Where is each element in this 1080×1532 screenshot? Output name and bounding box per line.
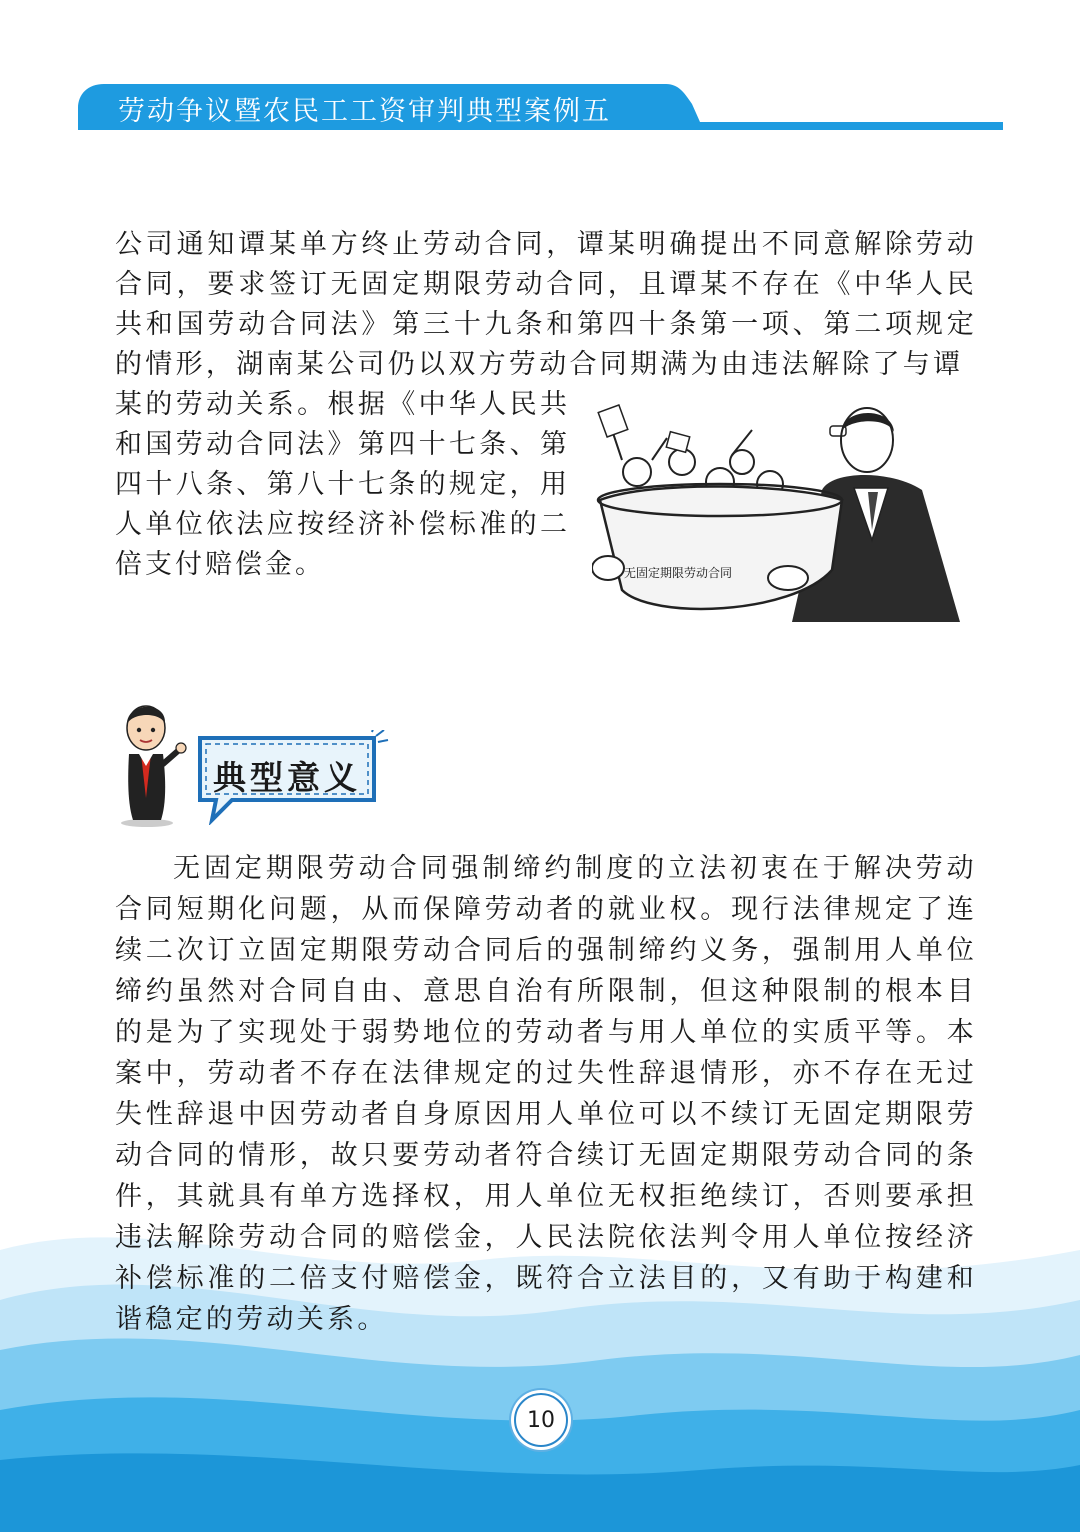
section-heading: 典型意义 (213, 758, 361, 797)
case-paragraph-wrapped: 某的劳动关系。根据《中华人民共和国劳动合同法》第四十七条、第四十八条、第八十七条的规定，用人单位依法应按经济补偿标准的二倍支付赔偿金。 (115, 389, 570, 580)
page-number: 10 (514, 1393, 568, 1447)
case-paragraph-top: 公司通知谭某单方终止劳动合同，谭某明确提出不同意解除劳动合同，要求签订无固定期限劳动合同，且谭某不存在《中华人民共和国劳动合同法》第三十九条和第四十条第一项、第二项规定的情形，湖南某公司仍以双方劳动合同期满为由违法解除了与谭 (115, 229, 977, 380)
case-text-top (115, 225, 977, 385)
illustration-label: 无固定期限劳动合同 (624, 566, 733, 580)
significance-text (115, 848, 977, 1340)
case-text-wrapped (115, 385, 570, 585)
header-banner (78, 84, 1003, 130)
significance-paragraph: 无固定期限劳动合同强制缔约制度的立法初衷在于解决劳动合同短期化问题，从而保障劳动者的就业权。现行法律规定了连续二次订立固定期限劳动合同后的强制缔约义务，强制用人单位缔约虽然对合同自由、意思自治有所限制，但这种限制的根本目的是为了实现处于弱势地位的劳动者与用人单位的实质平等。本案中，劳动者不存在法律规定的过失性辞退情形，亦不存在无过失性辞退中因劳动者自身原因用人单位可以不续订无固定期限劳动合同的情形，故只要劳动者符合续订无固定期限劳动合同的条件，其就具有单方选择权，用人单位无权拒绝续订，否则要承担违法解除劳动合同的赔偿金，人民法院依法判令用人单位按经济补偿标准的二倍支付赔偿金，既符合立法目的，又有助于构建和谐稳定的劳动关系。 (115, 853, 977, 1335)
contract-cartoon-illustration (592, 400, 962, 622)
judge-mascot-icon (117, 698, 197, 828)
header-title: 劳动争议暨农民工工资审判典型案例五 (118, 96, 611, 127)
